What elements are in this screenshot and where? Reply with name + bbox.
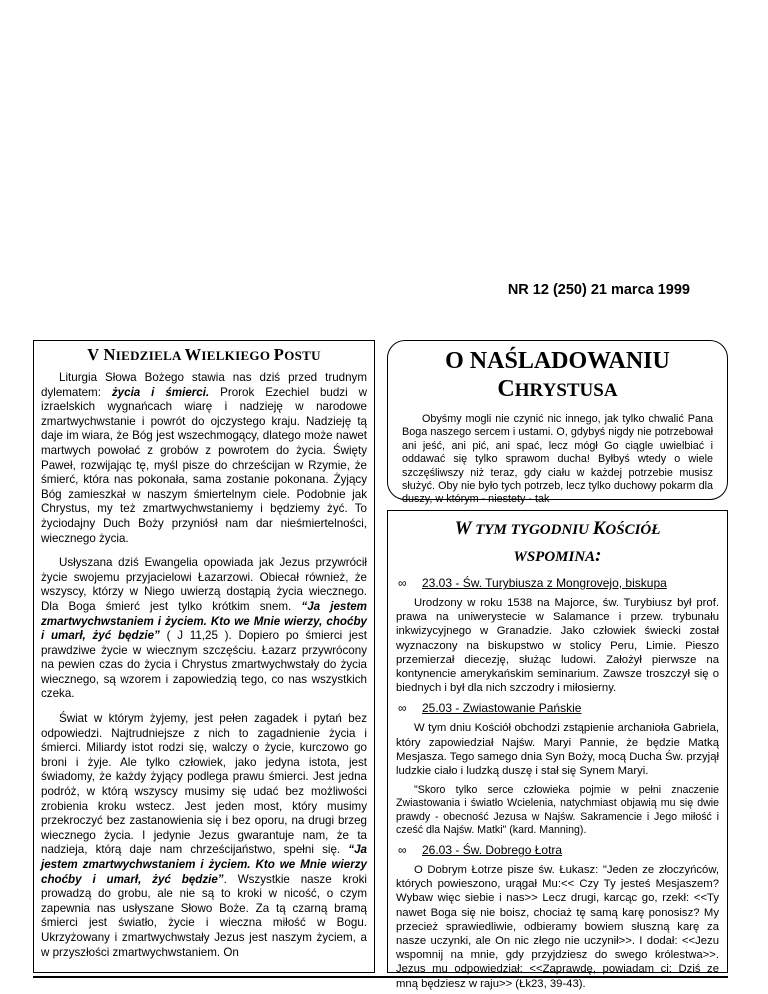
- paragraph: Usłyszana dziś Ewangelia opowiada jak Jezus przywrócił życie swojemu przyjacielowi Łazarzowi. Obiecał również, że wszyscy, którzy w Niego uwierzą dostąpią życia wiecznego. Dla Boga śmierć jest tylko krótkim snem. “Ja jestem zmartwychwstaniem i życiem. Kto we Mnie wierzy, choćby i umarł, żyć będzie” ( J 11,25 ). Dopiero po śmierci jest prawdziwe życie w wiecznym szczęściu. Łazarz przywrócony na pewien czas do życia i Chrystus zmartwychwstały do życia wiecznego, są wzorem i zapowiedzią tego, co nas wszystkich czeka.: [41, 556, 367, 701]
- paragraph: Świat w którym żyjemy, jest pełen zagadek i pytań bez odpowiedzi. Najtrudniejsze z nich to zagadnienie życia i śmierci. Miliardy istot rodzi się, walczy o życie, kurczowo go broni i żyje. Ale tylko człowiek, jako jedyna istota, jest świadomy, że każdy żyjący podlega prawu śmierci. Jest jedna podróż, w którą wszyscy musimy się udać bez możliwości zrobienia kroku wstecz. Jest jeden most, który musimy przekroczyć bez zastanowienia się i bez oporu, na drugi brzeg wiecznego życia. I jedynie Jezus gwarantuje nam, że ta nadzieja, którą daje nam chrześcijaństwo, spełni się. “Ja jestem zmartwychwstaniem i życiem. Kto we Mnie wierzy choćby i umarł, żyć będzie”. Wszystkie nasze kroki prowadzą do grobu, ale nie są to kroki w nicość, o czym zapewnia nas usłyszane Słowo Boże. Za tą czarną bramą śmierci jest światło, życie i wieczna miłość w Bogu. Ukrzyżowany i zmartwychwstały Jezus jest naszym życiem, a w przyszłości zmartwychwstaniem. On: [41, 712, 367, 959]
- entry-text: O Dobrym Łotrze pisze św. Łukasz: "Jeden ze złoczyńców, których powieszono, urągał Mu:<< Czy Ty jesteś Mesjaszem? Wybaw więc siebie i nas>> Lecz drugi, karcąc go, rzekł: <<Ty nawet Boga się nie boisz, chociaż tę samą karę ponosisz? My przecież sprawiedliwie, odbieramy bowiem słuszną karę za nasze uczynki, ale On nic złego nie uczynił>>. I dodał: <<Jezu wspomnij na mnie, gdy przyjdziesz do swego królestwa>>. Jezus mu odpowiedział: <<Zaprawdę, powiadam ci: Dziś ze mną będziesz w raju>> (Łk23, 39-43).: [396, 864, 719, 990]
- entry-heading: ∞ 26.03 - Św. Dobrego Łotra: [398, 843, 563, 858]
- issue-number: NR 12 (250) 21 marca 1999: [507, 282, 690, 298]
- entry-text: Urodzony w roku 1538 na Majorce, św. Turybiusz był prof. prawa na uniwerystecie w Salamance i przew. trybunału inkwizycyjnego w Granadzie. Jako człowiek świecki został wyznaczony na biskupstwo w stolicy Peru, Limie. Pieszo przemierzał diecezję, służąc ludowi. Założył pierwsze na kontynencie amerykańskim seminarium. Zawsze troszczył się o biednych i był dla nich szczodry i miłosierny.: [396, 597, 719, 695]
- entry-heading: ∞ 25.03 - Zwiastowanie Pańskie: [398, 701, 582, 716]
- paragraph: Liturgia Słowa Bożego stawia nas dziś przed trudnym dylematem: życia i śmierci. Prorok Ezechiel budzi w izraelskich wygnańcach wiarę i nadzieję w narodowe zmartwychwstanie i powrót do ojczystego kraju. Nadzieję tą daje im wiara, że Bóg jest wszechmogący, dlatego może nawet martwych powołać z grobów z powrotem do życia. Święty Paweł, rozwijając tę, myśl pisze do chrześcijan w Rzymie, że śmierć, która nas pokonała, sama zostanie pokonana. Żyjący Bóg zamieszkał w naszym śmiertelnym ciele. Podobnie jak Chrystus, my też zmartwychwstaniemy i będziemy żyć. To życiodajny Duch Boży przyniósł nam dar nieśmiertelności, wiecznego życia.: [41, 371, 367, 545]
- article-body: [34, 371, 374, 960]
- bottom-rule: [33, 976, 728, 978]
- article-title: V NIEDZIELA WIELKIEGO POSTU: [87, 345, 321, 364]
- entry-heading: ∞ 23.03 - Św. Turybiusza z Mongrovejo, biskupa: [398, 576, 667, 590]
- week-box: [387, 510, 728, 990]
- infinity-icon: ∞: [398, 843, 407, 858]
- imitation-box: [387, 340, 728, 506]
- infinity-icon: ∞: [398, 576, 407, 590]
- entry-text: W tym dniu Kościół obchodzi zstąpienie archanioła Gabriela, który zapowiedział Najśw. Maryi Pannie, że będzie Matką Mesjasza. Tego samego dnia Syn Boży, mocą Ducha Św. przyjął ludzkie ciało i ludzką duszę i stał się Synem Maryi.: [396, 722, 719, 778]
- left-article: [33, 340, 375, 973]
- entry-quote: "Skoro tylko serce człowieka pojmie w pełni znaczenie Zwiastowania i światło Wcielenia, natychmiast objawią mu się dwie prawdy - obecność Jezusa w Najśw. Sakramencie i Jego miłość i cześć dla Najśw. Matki" (kard. Manning).: [396, 784, 719, 836]
- imitation-title: O NAŚLADOWANIU CHRYSTUSA: [445, 348, 670, 402]
- week-title: W TYM TYGODNIU KOŚCIÓŁ WSPOMINA:: [454, 518, 661, 566]
- infinity-icon: ∞: [398, 701, 407, 716]
- imitation-text: Obyśmy mogli nie czynić nic innego, jak tylko chwalić Pana Boga naszego sercem i ustami. O, gdybyś nigdy nie potrzebował ani jeść, ani pić, ani spać, lecz mógł Go ciągle uwielbiać i oddawać się tylko sprawom ducha! Byłbyś wtedy o wiele szczęśliwszy niż teraz, gdy ciału w każdej potrzebie musisz służyć. Oby nie było tych potrzeb, lecz tylko duchowy pokarm dla duszy, w którym - niestety - tak: [402, 413, 713, 506]
